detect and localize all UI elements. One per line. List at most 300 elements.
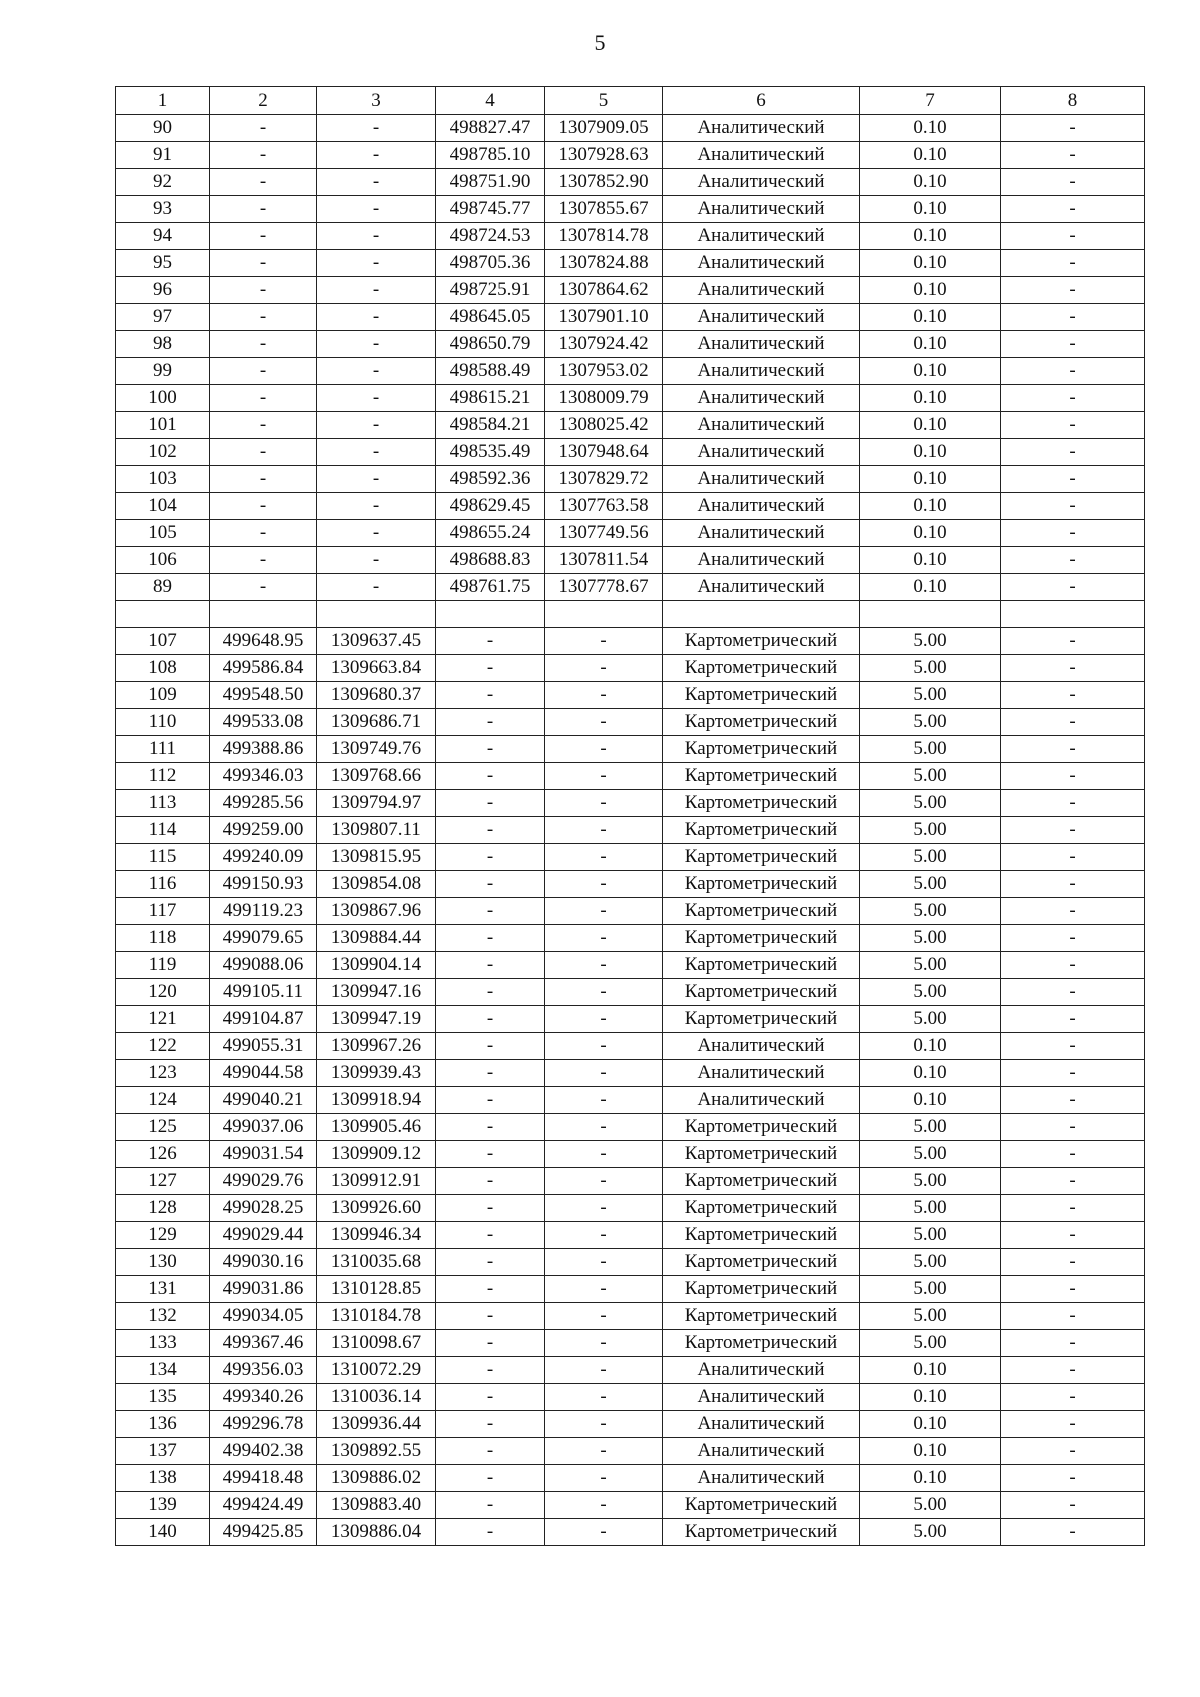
point-number-cell: 98 bbox=[116, 331, 210, 358]
method-cell: Картометрический bbox=[663, 1114, 860, 1141]
col-5-cell: - bbox=[545, 763, 663, 790]
col-8-cell: - bbox=[1001, 1033, 1145, 1060]
point-number-cell: 120 bbox=[116, 979, 210, 1006]
table-row bbox=[116, 331, 1145, 358]
col-4-cell: 498705.36 bbox=[436, 250, 545, 277]
method-cell: Картометрический bbox=[663, 709, 860, 736]
col-2-cell: - bbox=[210, 250, 317, 277]
col-5-cell: 1308009.79 bbox=[545, 385, 663, 412]
method-cell: Аналитический bbox=[663, 1438, 860, 1465]
col-8-cell: - bbox=[1001, 1384, 1145, 1411]
point-number-cell: 114 bbox=[116, 817, 210, 844]
table-row bbox=[116, 1249, 1145, 1276]
col-5-cell: 1307924.42 bbox=[545, 331, 663, 358]
header-cell: 1 bbox=[116, 87, 210, 115]
col-5-cell: 1307909.05 bbox=[545, 115, 663, 142]
col-5-cell: - bbox=[545, 844, 663, 871]
col-3-cell: 1309926.60 bbox=[317, 1195, 436, 1222]
col-5-cell: - bbox=[545, 790, 663, 817]
point-number-cell: 96 bbox=[116, 277, 210, 304]
precision-cell: 5.00 bbox=[860, 1114, 1001, 1141]
col-3-cell: - bbox=[317, 493, 436, 520]
col-3-cell: 1309886.04 bbox=[317, 1519, 436, 1546]
header-cell: 2 bbox=[210, 87, 317, 115]
table-row bbox=[116, 1357, 1145, 1384]
col-3-cell: 1309637.45 bbox=[317, 628, 436, 655]
coordinates-table bbox=[115, 86, 1145, 1546]
method-cell: Картометрический bbox=[663, 736, 860, 763]
table-row bbox=[116, 574, 1145, 601]
table-row bbox=[116, 1303, 1145, 1330]
col-2-cell: - bbox=[210, 520, 317, 547]
col-2-cell: 499079.65 bbox=[210, 925, 317, 952]
point-number-cell: 139 bbox=[116, 1492, 210, 1519]
col-4-cell: 498785.10 bbox=[436, 142, 545, 169]
table-row bbox=[116, 196, 1145, 223]
col-5-cell: 1307811.54 bbox=[545, 547, 663, 574]
table-row bbox=[116, 1411, 1145, 1438]
method-cell: Картометрический bbox=[663, 925, 860, 952]
method-cell: Аналитический bbox=[663, 466, 860, 493]
col-3-cell bbox=[317, 601, 436, 628]
method-cell: Картометрический bbox=[663, 1492, 860, 1519]
col-2-cell: 499044.58 bbox=[210, 1060, 317, 1087]
point-number-cell: 105 bbox=[116, 520, 210, 547]
col-4-cell: 498751.90 bbox=[436, 169, 545, 196]
col-3-cell: 1309680.37 bbox=[317, 682, 436, 709]
col-2-cell: 499030.16 bbox=[210, 1249, 317, 1276]
col-2-cell: 499402.38 bbox=[210, 1438, 317, 1465]
col-5-cell: 1307749.56 bbox=[545, 520, 663, 547]
col-2-cell: 499119.23 bbox=[210, 898, 317, 925]
col-8-cell: - bbox=[1001, 1060, 1145, 1087]
precision-cell: 0.10 bbox=[860, 169, 1001, 196]
table-row bbox=[116, 1195, 1145, 1222]
point-number-cell: 109 bbox=[116, 682, 210, 709]
col-4-cell: - bbox=[436, 628, 545, 655]
method-cell: Картометрический bbox=[663, 1141, 860, 1168]
col-5-cell: 1307778.67 bbox=[545, 574, 663, 601]
col-8-cell: - bbox=[1001, 628, 1145, 655]
col-5-cell bbox=[545, 601, 663, 628]
col-3-cell: 1309815.95 bbox=[317, 844, 436, 871]
table-row bbox=[116, 763, 1145, 790]
col-8-cell: - bbox=[1001, 115, 1145, 142]
col-8-cell: - bbox=[1001, 412, 1145, 439]
col-8-cell: - bbox=[1001, 358, 1145, 385]
col-8-cell: - bbox=[1001, 871, 1145, 898]
header-row bbox=[116, 87, 1145, 115]
point-number-cell: 115 bbox=[116, 844, 210, 871]
table-row bbox=[116, 844, 1145, 871]
table-row bbox=[116, 547, 1145, 574]
method-cell: Аналитический bbox=[663, 1060, 860, 1087]
table-row bbox=[116, 790, 1145, 817]
table-row bbox=[116, 952, 1145, 979]
col-8-cell: - bbox=[1001, 790, 1145, 817]
precision-cell: 0.10 bbox=[860, 466, 1001, 493]
col-5-cell: 1307855.67 bbox=[545, 196, 663, 223]
point-number-cell: 119 bbox=[116, 952, 210, 979]
col-3-cell: 1309967.26 bbox=[317, 1033, 436, 1060]
col-3-cell: - bbox=[317, 169, 436, 196]
col-8-cell: - bbox=[1001, 655, 1145, 682]
col-3-cell: 1309686.71 bbox=[317, 709, 436, 736]
point-number-cell: 136 bbox=[116, 1411, 210, 1438]
col-3-cell: - bbox=[317, 439, 436, 466]
col-2-cell: 499296.78 bbox=[210, 1411, 317, 1438]
col-3-cell: 1309909.12 bbox=[317, 1141, 436, 1168]
col-2-cell: 499150.93 bbox=[210, 871, 317, 898]
precision-cell: 5.00 bbox=[860, 871, 1001, 898]
header-cell: 6 bbox=[663, 87, 860, 115]
page-number: 5 bbox=[594, 30, 606, 55]
col-5-cell: - bbox=[545, 1330, 663, 1357]
col-2-cell: 499548.50 bbox=[210, 682, 317, 709]
table-row bbox=[116, 1276, 1145, 1303]
method-cell: Аналитический bbox=[663, 412, 860, 439]
point-number-cell: 126 bbox=[116, 1141, 210, 1168]
method-cell: Аналитический bbox=[663, 331, 860, 358]
table-row bbox=[116, 1087, 1145, 1114]
precision-cell: 0.10 bbox=[860, 331, 1001, 358]
point-number-cell: 125 bbox=[116, 1114, 210, 1141]
col-4-cell: - bbox=[436, 1114, 545, 1141]
col-3-cell: - bbox=[317, 358, 436, 385]
col-2-cell: 499533.08 bbox=[210, 709, 317, 736]
precision-cell: 5.00 bbox=[860, 817, 1001, 844]
col-4-cell: - bbox=[436, 736, 545, 763]
col-3-cell: 1310128.85 bbox=[317, 1276, 436, 1303]
col-8-cell: - bbox=[1001, 1087, 1145, 1114]
col-8-cell: - bbox=[1001, 1438, 1145, 1465]
col-5-cell: 1307948.64 bbox=[545, 439, 663, 466]
col-8-cell: - bbox=[1001, 304, 1145, 331]
col-4-cell: - bbox=[436, 1168, 545, 1195]
col-8-cell: - bbox=[1001, 493, 1145, 520]
col-3-cell: - bbox=[317, 142, 436, 169]
col-4-cell bbox=[436, 601, 545, 628]
col-4-cell: 498650.79 bbox=[436, 331, 545, 358]
point-number-cell: 91 bbox=[116, 142, 210, 169]
point-number-cell: 97 bbox=[116, 304, 210, 331]
point-number-cell: 122 bbox=[116, 1033, 210, 1060]
col-3-cell: 1310072.29 bbox=[317, 1357, 436, 1384]
method-cell: Картометрический bbox=[663, 979, 860, 1006]
table-row bbox=[116, 1168, 1145, 1195]
col-8-cell: - bbox=[1001, 1357, 1145, 1384]
col-3-cell: - bbox=[317, 250, 436, 277]
precision-cell: 0.10 bbox=[860, 250, 1001, 277]
point-number-cell: 106 bbox=[116, 547, 210, 574]
col-4-cell: - bbox=[436, 1357, 545, 1384]
point-number-cell: 113 bbox=[116, 790, 210, 817]
col-8-cell: - bbox=[1001, 736, 1145, 763]
col-8-cell: - bbox=[1001, 1006, 1145, 1033]
point-number-cell: 112 bbox=[116, 763, 210, 790]
col-4-cell: - bbox=[436, 871, 545, 898]
precision-cell: 5.00 bbox=[860, 1006, 1001, 1033]
precision-cell: 0.10 bbox=[860, 1384, 1001, 1411]
col-3-cell: 1310098.67 bbox=[317, 1330, 436, 1357]
col-3-cell: 1309854.08 bbox=[317, 871, 436, 898]
method-cell: Аналитический bbox=[663, 250, 860, 277]
col-2-cell: 499040.21 bbox=[210, 1087, 317, 1114]
table-row bbox=[116, 169, 1145, 196]
precision-cell: 0.10 bbox=[860, 1060, 1001, 1087]
col-2-cell: 499259.00 bbox=[210, 817, 317, 844]
table-row bbox=[116, 1519, 1145, 1546]
method-cell: Картометрический bbox=[663, 1303, 860, 1330]
header-cell: 8 bbox=[1001, 87, 1145, 115]
precision-cell: 5.00 bbox=[860, 1519, 1001, 1546]
precision-cell: 0.10 bbox=[860, 304, 1001, 331]
method-cell: Аналитический bbox=[663, 169, 860, 196]
method-cell: Аналитический bbox=[663, 520, 860, 547]
col-8-cell: - bbox=[1001, 925, 1145, 952]
col-4-cell: 498655.24 bbox=[436, 520, 545, 547]
point-number-cell: 111 bbox=[116, 736, 210, 763]
col-5-cell: - bbox=[545, 1033, 663, 1060]
table-row bbox=[116, 1141, 1145, 1168]
col-5-cell: - bbox=[545, 1276, 663, 1303]
col-8-cell: - bbox=[1001, 1411, 1145, 1438]
point-number-cell: 108 bbox=[116, 655, 210, 682]
method-cell: Картометрический bbox=[663, 817, 860, 844]
col-2-cell: - bbox=[210, 412, 317, 439]
col-5-cell: - bbox=[545, 1411, 663, 1438]
table-row bbox=[116, 358, 1145, 385]
col-8-cell: - bbox=[1001, 844, 1145, 871]
col-5-cell: - bbox=[545, 1168, 663, 1195]
precision-cell: 0.10 bbox=[860, 1465, 1001, 1492]
method-cell: Аналитический bbox=[663, 1411, 860, 1438]
col-5-cell: - bbox=[545, 952, 663, 979]
col-2-cell: 499346.03 bbox=[210, 763, 317, 790]
point-number-cell: 133 bbox=[116, 1330, 210, 1357]
col-2-cell: 499586.84 bbox=[210, 655, 317, 682]
precision-cell: 0.10 bbox=[860, 439, 1001, 466]
col-3-cell: - bbox=[317, 331, 436, 358]
col-3-cell: 1309886.02 bbox=[317, 1465, 436, 1492]
precision-cell: 5.00 bbox=[860, 1222, 1001, 1249]
method-cell: Аналитический bbox=[663, 223, 860, 250]
col-5-cell: - bbox=[545, 736, 663, 763]
header-cell: 5 bbox=[545, 87, 663, 115]
precision-cell: 0.10 bbox=[860, 574, 1001, 601]
point-number-cell: 134 bbox=[116, 1357, 210, 1384]
precision-cell: 0.10 bbox=[860, 223, 1001, 250]
col-2-cell: 499028.25 bbox=[210, 1195, 317, 1222]
precision-cell: 5.00 bbox=[860, 736, 1001, 763]
table-row bbox=[116, 493, 1145, 520]
col-2-cell: 499029.76 bbox=[210, 1168, 317, 1195]
col-4-cell: - bbox=[436, 1303, 545, 1330]
col-5-cell: 1307814.78 bbox=[545, 223, 663, 250]
col-3-cell: - bbox=[317, 574, 436, 601]
col-2-cell: 499424.49 bbox=[210, 1492, 317, 1519]
precision-cell: 5.00 bbox=[860, 763, 1001, 790]
method-cell: Аналитический bbox=[663, 493, 860, 520]
col-4-cell: - bbox=[436, 1438, 545, 1465]
table-row bbox=[116, 1438, 1145, 1465]
method-cell: Картометрический bbox=[663, 952, 860, 979]
method-cell: Картометрический bbox=[663, 763, 860, 790]
col-4-cell: 498645.05 bbox=[436, 304, 545, 331]
method-cell bbox=[663, 601, 860, 628]
point-number-cell: 135 bbox=[116, 1384, 210, 1411]
precision-cell: 5.00 bbox=[860, 790, 1001, 817]
precision-cell: 5.00 bbox=[860, 682, 1001, 709]
col-5-cell: - bbox=[545, 1249, 663, 1276]
col-8-cell: - bbox=[1001, 817, 1145, 844]
col-2-cell: 499418.48 bbox=[210, 1465, 317, 1492]
col-3-cell: - bbox=[317, 223, 436, 250]
col-2-cell: - bbox=[210, 439, 317, 466]
table-body bbox=[116, 87, 1145, 1546]
method-cell: Картометрический bbox=[663, 628, 860, 655]
method-cell: Аналитический bbox=[663, 1384, 860, 1411]
point-number-cell: 104 bbox=[116, 493, 210, 520]
col-4-cell: 498588.49 bbox=[436, 358, 545, 385]
precision-cell: 5.00 bbox=[860, 709, 1001, 736]
col-8-cell: - bbox=[1001, 898, 1145, 925]
point-number-cell: 103 bbox=[116, 466, 210, 493]
col-5-cell: - bbox=[545, 1114, 663, 1141]
col-8-cell: - bbox=[1001, 574, 1145, 601]
method-cell: Картометрический bbox=[663, 790, 860, 817]
col-5-cell: 1308025.42 bbox=[545, 412, 663, 439]
col-3-cell: 1309884.44 bbox=[317, 925, 436, 952]
col-3-cell: - bbox=[317, 385, 436, 412]
col-3-cell: 1309768.66 bbox=[317, 763, 436, 790]
method-cell: Картометрический bbox=[663, 1330, 860, 1357]
col-2-cell: 499088.06 bbox=[210, 952, 317, 979]
col-4-cell: - bbox=[436, 1384, 545, 1411]
col-5-cell: - bbox=[545, 979, 663, 1006]
method-cell: Аналитический bbox=[663, 115, 860, 142]
table-row bbox=[116, 1384, 1145, 1411]
col-3-cell: 1309947.16 bbox=[317, 979, 436, 1006]
col-8-cell: - bbox=[1001, 466, 1145, 493]
col-2-cell: 499425.85 bbox=[210, 1519, 317, 1546]
col-5-cell: - bbox=[545, 898, 663, 925]
col-2-cell: - bbox=[210, 466, 317, 493]
point-number-cell: 92 bbox=[116, 169, 210, 196]
method-cell: Картометрический bbox=[663, 1222, 860, 1249]
precision-cell: 0.10 bbox=[860, 1411, 1001, 1438]
col-4-cell: 498745.77 bbox=[436, 196, 545, 223]
method-cell: Аналитический bbox=[663, 1033, 860, 1060]
col-5-cell: - bbox=[545, 1006, 663, 1033]
col-5-cell: 1307953.02 bbox=[545, 358, 663, 385]
col-4-cell: - bbox=[436, 1087, 545, 1114]
col-4-cell: - bbox=[436, 1006, 545, 1033]
col-5-cell: - bbox=[545, 1492, 663, 1519]
col-2-cell: 499356.03 bbox=[210, 1357, 317, 1384]
col-8-cell: - bbox=[1001, 1168, 1145, 1195]
col-2-cell: - bbox=[210, 223, 317, 250]
col-8-cell: - bbox=[1001, 682, 1145, 709]
col-8-cell: - bbox=[1001, 169, 1145, 196]
col-3-cell: 1309663.84 bbox=[317, 655, 436, 682]
precision-cell: 0.10 bbox=[860, 115, 1001, 142]
col-2-cell: - bbox=[210, 574, 317, 601]
col-4-cell: - bbox=[436, 925, 545, 952]
point-number-cell: 89 bbox=[116, 574, 210, 601]
col-2-cell: 499055.31 bbox=[210, 1033, 317, 1060]
col-8-cell: - bbox=[1001, 1195, 1145, 1222]
header-cell: 7 bbox=[860, 87, 1001, 115]
precision-cell: 5.00 bbox=[860, 979, 1001, 1006]
precision-cell: 5.00 bbox=[860, 1141, 1001, 1168]
col-8-cell: - bbox=[1001, 196, 1145, 223]
col-4-cell: 498535.49 bbox=[436, 439, 545, 466]
precision-cell: 5.00 bbox=[860, 844, 1001, 871]
col-5-cell: - bbox=[545, 655, 663, 682]
col-5-cell: 1307852.90 bbox=[545, 169, 663, 196]
point-number-cell: 121 bbox=[116, 1006, 210, 1033]
method-cell: Картометрический bbox=[663, 682, 860, 709]
col-5-cell: - bbox=[545, 1087, 663, 1114]
col-2-cell: 499388.86 bbox=[210, 736, 317, 763]
col-5-cell: - bbox=[545, 682, 663, 709]
col-5-cell: - bbox=[545, 1357, 663, 1384]
col-4-cell: - bbox=[436, 1195, 545, 1222]
col-8-cell: - bbox=[1001, 1222, 1145, 1249]
table-row bbox=[116, 223, 1145, 250]
col-4-cell: - bbox=[436, 844, 545, 871]
col-3-cell: 1309947.19 bbox=[317, 1006, 436, 1033]
col-8-cell: - bbox=[1001, 1519, 1145, 1546]
table-row bbox=[116, 1330, 1145, 1357]
col-8-cell: - bbox=[1001, 979, 1145, 1006]
point-number-cell: 123 bbox=[116, 1060, 210, 1087]
col-2-cell: - bbox=[210, 358, 317, 385]
point-number-cell: 130 bbox=[116, 1249, 210, 1276]
col-2-cell bbox=[210, 601, 317, 628]
col-8-cell: - bbox=[1001, 1492, 1145, 1519]
col-8-cell: - bbox=[1001, 763, 1145, 790]
col-8-cell: - bbox=[1001, 952, 1145, 979]
col-5-cell: - bbox=[545, 817, 663, 844]
col-3-cell: - bbox=[317, 547, 436, 574]
col-5-cell: - bbox=[545, 1195, 663, 1222]
col-2-cell: - bbox=[210, 196, 317, 223]
method-cell: Аналитический bbox=[663, 196, 860, 223]
table-row bbox=[116, 1114, 1145, 1141]
col-4-cell: - bbox=[436, 817, 545, 844]
col-4-cell: - bbox=[436, 979, 545, 1006]
col-3-cell: 1309912.91 bbox=[317, 1168, 436, 1195]
col-2-cell: - bbox=[210, 304, 317, 331]
col-2-cell: 499034.05 bbox=[210, 1303, 317, 1330]
col-4-cell: - bbox=[436, 763, 545, 790]
col-8-cell: - bbox=[1001, 1141, 1145, 1168]
method-cell: Аналитический bbox=[663, 439, 860, 466]
col-8-cell: - bbox=[1001, 142, 1145, 169]
col-4-cell: - bbox=[436, 790, 545, 817]
col-4-cell: 498725.91 bbox=[436, 277, 545, 304]
point-number-cell: 127 bbox=[116, 1168, 210, 1195]
precision-cell: 5.00 bbox=[860, 1249, 1001, 1276]
table-row bbox=[116, 304, 1145, 331]
method-cell: Аналитический bbox=[663, 304, 860, 331]
col-4-cell: 498688.83 bbox=[436, 547, 545, 574]
precision-cell: 0.10 bbox=[860, 493, 1001, 520]
table-row bbox=[116, 871, 1145, 898]
col-4-cell: - bbox=[436, 1465, 545, 1492]
